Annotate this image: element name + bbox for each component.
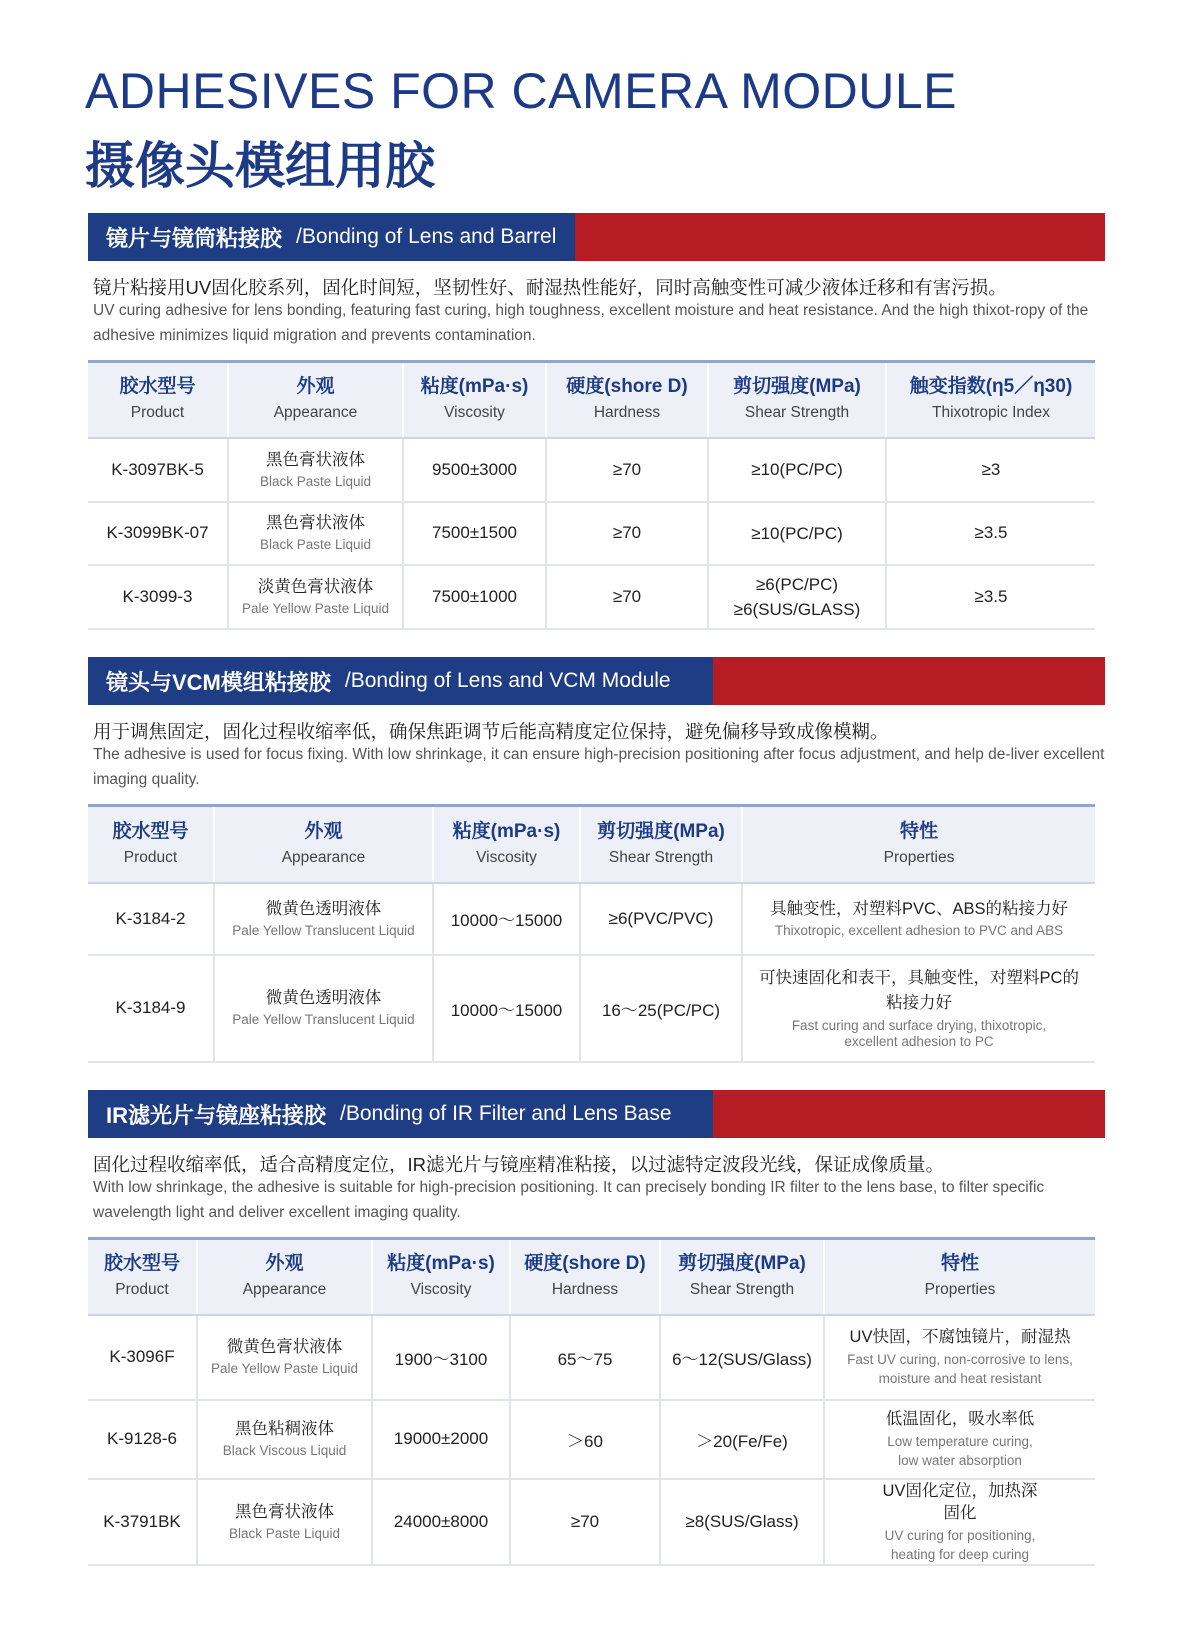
section-description-en: UV curing adhesive for lens bonding, featuring fast curing, high toughness, excellent moisture and heat resistance. And the high thixot-ropy of the adhesive minimizes liquid migration and prevents contamination. bbox=[93, 302, 1089, 344]
header-cell: 剪切强度(MPa) Shear Strength bbox=[708, 362, 886, 438]
shear-cell: 16～25(PC/PC) bbox=[580, 955, 742, 1062]
table-row bbox=[88, 1400, 1095, 1479]
product-cell: K-3097BK-5 bbox=[88, 438, 228, 502]
hardness-cell: ≥70 bbox=[546, 502, 708, 565]
section-title-en: /Bonding of Lens and Barrel bbox=[296, 225, 557, 248]
viscosity-cell: 9500±3000 bbox=[403, 438, 546, 502]
section-header-lens-barrel bbox=[88, 213, 1105, 261]
product-cell: K-3184-2 bbox=[88, 883, 214, 955]
header-cell: 触变指数(η5／η30) Thixotropic Index bbox=[886, 362, 1095, 438]
appearance-cell: 黑色膏状液体 Black Paste Liquid bbox=[197, 1479, 372, 1565]
section-description-cn: 镜片粘接用UV固化胶系列，固化时间短，坚韧性好、耐湿热性能好，同时高触变性可减少液体迁移和有害污损。 bbox=[93, 277, 1007, 298]
table-row bbox=[88, 1315, 1095, 1400]
shear-cell: ≥10(PC/PC) bbox=[708, 502, 886, 565]
section-title-en: /Bonding of IR Filter and Lens Base bbox=[340, 1102, 672, 1125]
header-cell: 胶水型号 Product bbox=[88, 362, 228, 438]
viscosity-cell: 1900～3100 bbox=[372, 1315, 510, 1400]
table-header-row bbox=[88, 362, 1095, 438]
hardness-cell: ≥70 bbox=[546, 438, 708, 502]
header-cell: 特性 Properties bbox=[824, 1239, 1095, 1315]
table-row bbox=[88, 1479, 1095, 1565]
section-title-block bbox=[88, 657, 713, 705]
section-title-cn: 镜片与镜筒粘接胶 bbox=[106, 225, 283, 251]
product-cell: K-3096F bbox=[88, 1315, 197, 1400]
appearance-cell: 黑色膏状液体 Black Paste Liquid bbox=[228, 502, 403, 565]
section-title-block bbox=[88, 213, 575, 261]
viscosity-cell: 19000±2000 bbox=[372, 1400, 510, 1479]
product-cell: K-3184-9 bbox=[88, 955, 214, 1062]
product-cell: K-9128-6 bbox=[88, 1400, 197, 1479]
hardness-cell: ≥70 bbox=[510, 1479, 660, 1565]
section-title-en: /Bonding of Lens and VCM Module bbox=[344, 669, 671, 692]
table-row bbox=[88, 565, 1095, 629]
section-description-en: With low shrinkage, the adhesive is suitable for high-precision positioning. It can precisely bonding IR filter to the lens base, to filter specific wavelength light and deliver excellent imaging quality. bbox=[93, 1179, 1045, 1221]
header-cell: 外观 Appearance bbox=[228, 362, 403, 438]
table-header-row bbox=[88, 806, 1095, 883]
header-cell: 硬度(shore D) Hardness bbox=[510, 1239, 660, 1315]
section-description-cn: 用于调焦固定，固化过程收缩率低，确保焦距调节后能高精度定位保持，避免偏移导致成像模糊。 bbox=[93, 721, 889, 742]
viscosity-cell: 7500±1000 bbox=[403, 565, 546, 629]
appearance-cell: 微黄色透明液体 Pale Yellow Translucent Liquid bbox=[214, 883, 433, 955]
thixotropic-cell: ≥3.5 bbox=[886, 502, 1095, 565]
properties-cell: 低温固化，吸水率低 Low temperature curing, low water absorption bbox=[824, 1400, 1095, 1479]
thixotropic-cell: ≥3 bbox=[886, 438, 1095, 502]
viscosity-cell: 7500±1500 bbox=[403, 502, 546, 565]
section-description-en: The adhesive is used for focus fixing. With low shrinkage, it can ensure high-precision positioning after focus adjustment, and help de-liver excellent imaging quality. bbox=[93, 746, 1105, 788]
shear-cell: ≥10(PC/PC) bbox=[708, 438, 886, 502]
table-row bbox=[88, 438, 1095, 502]
hardness-cell: 65～75 bbox=[510, 1315, 660, 1400]
shear-cell: ＞20(Fe/Fe) bbox=[660, 1400, 824, 1479]
section-title-cn: 镜头与VCM模组粘接胶 bbox=[106, 669, 331, 695]
header-cell: 粘度(mPa·s) Viscosity bbox=[433, 806, 580, 883]
page-title-en: ADHESIVES FOR CAMERA MODULE bbox=[85, 63, 957, 119]
section-description-cn: 固化过程收缩率低，适合高精度定位，IR滤光片与镜座精准粘接，以过滤特定波段光线，保证成像质量。 bbox=[93, 1154, 945, 1175]
spec-table-lens-vcm bbox=[88, 804, 1095, 1063]
appearance-cell: 微黄色膏状液体 Pale Yellow Paste Liquid bbox=[197, 1315, 372, 1400]
product-cell: K-3099-3 bbox=[88, 565, 228, 629]
spec-table-ir-filter bbox=[88, 1237, 1095, 1566]
properties-cell: 具触变性，对塑料PVC、ABS的粘接力好 Thixotropic, excellent adhesion to PVC and ABS bbox=[742, 883, 1095, 955]
section-title-block bbox=[88, 1090, 713, 1138]
appearance-cell: 黑色膏状液体 Black Paste Liquid bbox=[228, 438, 403, 502]
viscosity-cell: 10000～15000 bbox=[433, 955, 580, 1062]
header-cell: 外观 Appearance bbox=[214, 806, 433, 883]
appearance-cell: 黑色粘稠液体 Black Viscous Liquid bbox=[197, 1400, 372, 1479]
hardness-cell: ＞60 bbox=[510, 1400, 660, 1479]
shear-cell: ≥8(SUS/Glass) bbox=[660, 1479, 824, 1565]
table-row bbox=[88, 955, 1095, 1062]
header-cell: 胶水型号 Product bbox=[88, 806, 214, 883]
header-cell: 剪切强度(MPa) Shear Strength bbox=[580, 806, 742, 883]
header-cell: 硬度(shore D) Hardness bbox=[546, 362, 708, 438]
header-cell: 粘度(mPa·s) Viscosity bbox=[403, 362, 546, 438]
header-cell: 剪切强度(MPa) Shear Strength bbox=[660, 1239, 824, 1315]
table-row bbox=[88, 502, 1095, 565]
hardness-cell: ≥70 bbox=[546, 565, 708, 629]
thixotropic-cell: ≥3.5 bbox=[886, 565, 1095, 629]
table-row bbox=[88, 883, 1095, 955]
section-header-ir-filter bbox=[88, 1090, 1105, 1138]
properties-cell: UV固化定位，加热深固化 UV curing for positioning, heating for deep curing bbox=[824, 1479, 1095, 1565]
appearance-cell: 淡黄色膏状液体 Pale Yellow Paste Liquid bbox=[228, 565, 403, 629]
page-title-cn: 摄像头模组用胶 bbox=[85, 138, 435, 194]
shear-cell: ≥6(PC/PC) ≥6(SUS/GLASS) bbox=[708, 565, 886, 629]
properties-cell: UV快固，不腐蚀镜片，耐湿热 Fast UV curing, non-corrosive to lens, moisture and heat resistant bbox=[824, 1315, 1095, 1400]
table-header-row bbox=[88, 1239, 1095, 1315]
appearance-cell: 微黄色透明液体 Pale Yellow Translucent Liquid bbox=[214, 955, 433, 1062]
section-header-lens-vcm bbox=[88, 657, 1105, 705]
viscosity-cell: 24000±8000 bbox=[372, 1479, 510, 1565]
shear-cell: ≥6(PVC/PVC) bbox=[580, 883, 742, 955]
header-cell: 特性 Properties bbox=[742, 806, 1095, 883]
spec-table-lens-barrel bbox=[88, 360, 1095, 630]
product-cell: K-3099BK-07 bbox=[88, 502, 228, 565]
header-cell: 外观 Appearance bbox=[197, 1239, 372, 1315]
properties-cell: 可快速固化和表干，具触变性，对塑料PC的粘接力好 Fast curing and surface drying, thixotropic, excellent adhesion to PC bbox=[742, 955, 1095, 1062]
section-title-cn: IR滤光片与镜座粘接胶 bbox=[106, 1102, 327, 1128]
header-cell: 粘度(mPa·s) Viscosity bbox=[372, 1239, 510, 1315]
viscosity-cell: 10000～15000 bbox=[433, 883, 580, 955]
header-cell: 胶水型号 Product bbox=[88, 1239, 197, 1315]
shear-cell: 6～12(SUS/Glass) bbox=[660, 1315, 824, 1400]
product-cell: K-3791BK bbox=[88, 1479, 197, 1565]
